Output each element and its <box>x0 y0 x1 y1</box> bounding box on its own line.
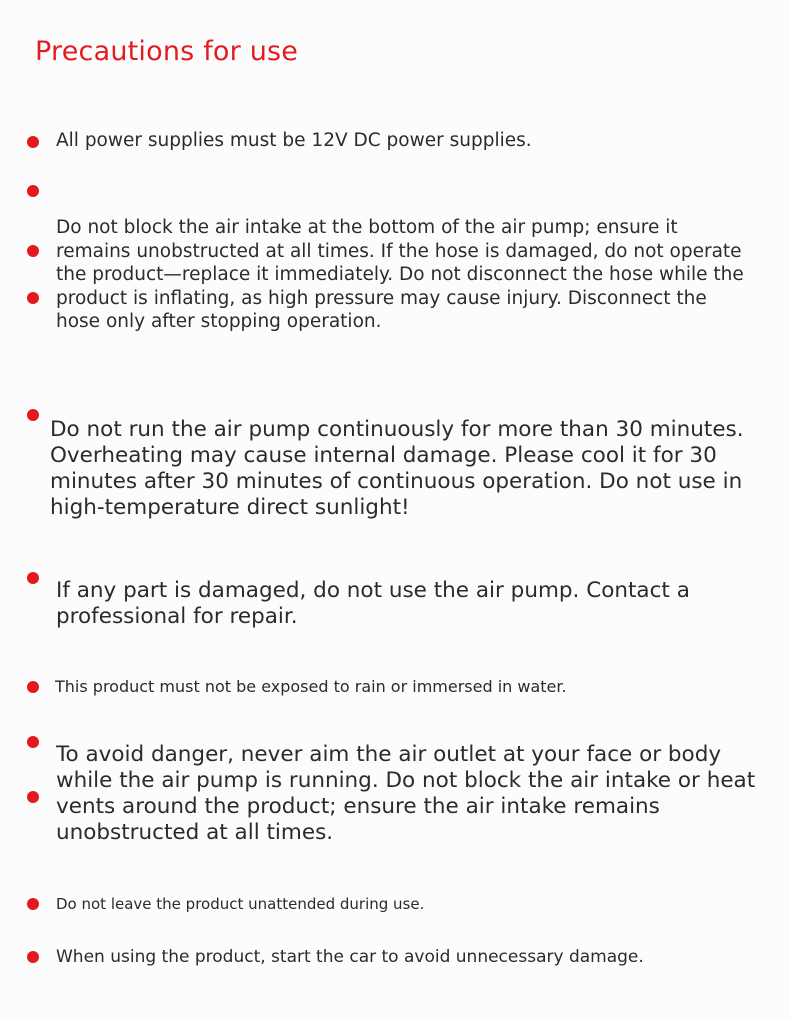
precaution-item-air-intake-hose: Do not block the air intake at the bottom of the air pump; ensure it remains unobstructed at all times. If the hose is damaged, do not operate the product—replace it immediately. Do not disconnect the hose while the product is inflating, as high pressure may cause injury. Disconnect the hose only after stopping operation. <box>56 217 744 332</box>
bullet-dot <box>27 245 39 257</box>
bullet-dot <box>27 736 39 748</box>
precaution-item-damaged-part: If any part is damaged, do not use the air pump. Contact a professional for repair. <box>56 578 690 629</box>
precaution-item-power-supply: All power supplies must be 12V DC power supplies. <box>56 130 532 151</box>
bullet-dot <box>27 136 39 148</box>
precaution-item-unattended: Do not leave the product unattended during use. <box>56 895 425 913</box>
bullet-dot <box>27 409 39 421</box>
bullet-dot <box>27 951 39 963</box>
bullet-dot <box>27 572 39 584</box>
precaution-item-rain-water: This product must not be exposed to rain or immersed in water. <box>55 677 567 696</box>
bullet-dot <box>27 185 39 197</box>
bullet-dot <box>27 791 39 803</box>
precaution-item-start-car: When using the product, start the car to avoid unnecessary damage. <box>56 947 644 967</box>
bullet-dot <box>27 292 39 304</box>
precaution-item-continuous-run: Do not run the air pump continuously for more than 30 minutes. Overheating may cause internal damage. Please cool it for 30 minutes after 30 minutes of continuous operation. Do not use in high-temperature direct sunlight! <box>50 417 744 520</box>
page-title: Precautions for use <box>35 36 299 67</box>
bullet-dot <box>27 681 39 693</box>
bullet-dot <box>27 898 39 910</box>
precaution-item-air-outlet: To avoid danger, never aim the air outlet at your face or body while the air pump is running. Do not block the air intake or heat vents around the product; ensure the air intake remains unobstructed at all times. <box>56 742 756 845</box>
